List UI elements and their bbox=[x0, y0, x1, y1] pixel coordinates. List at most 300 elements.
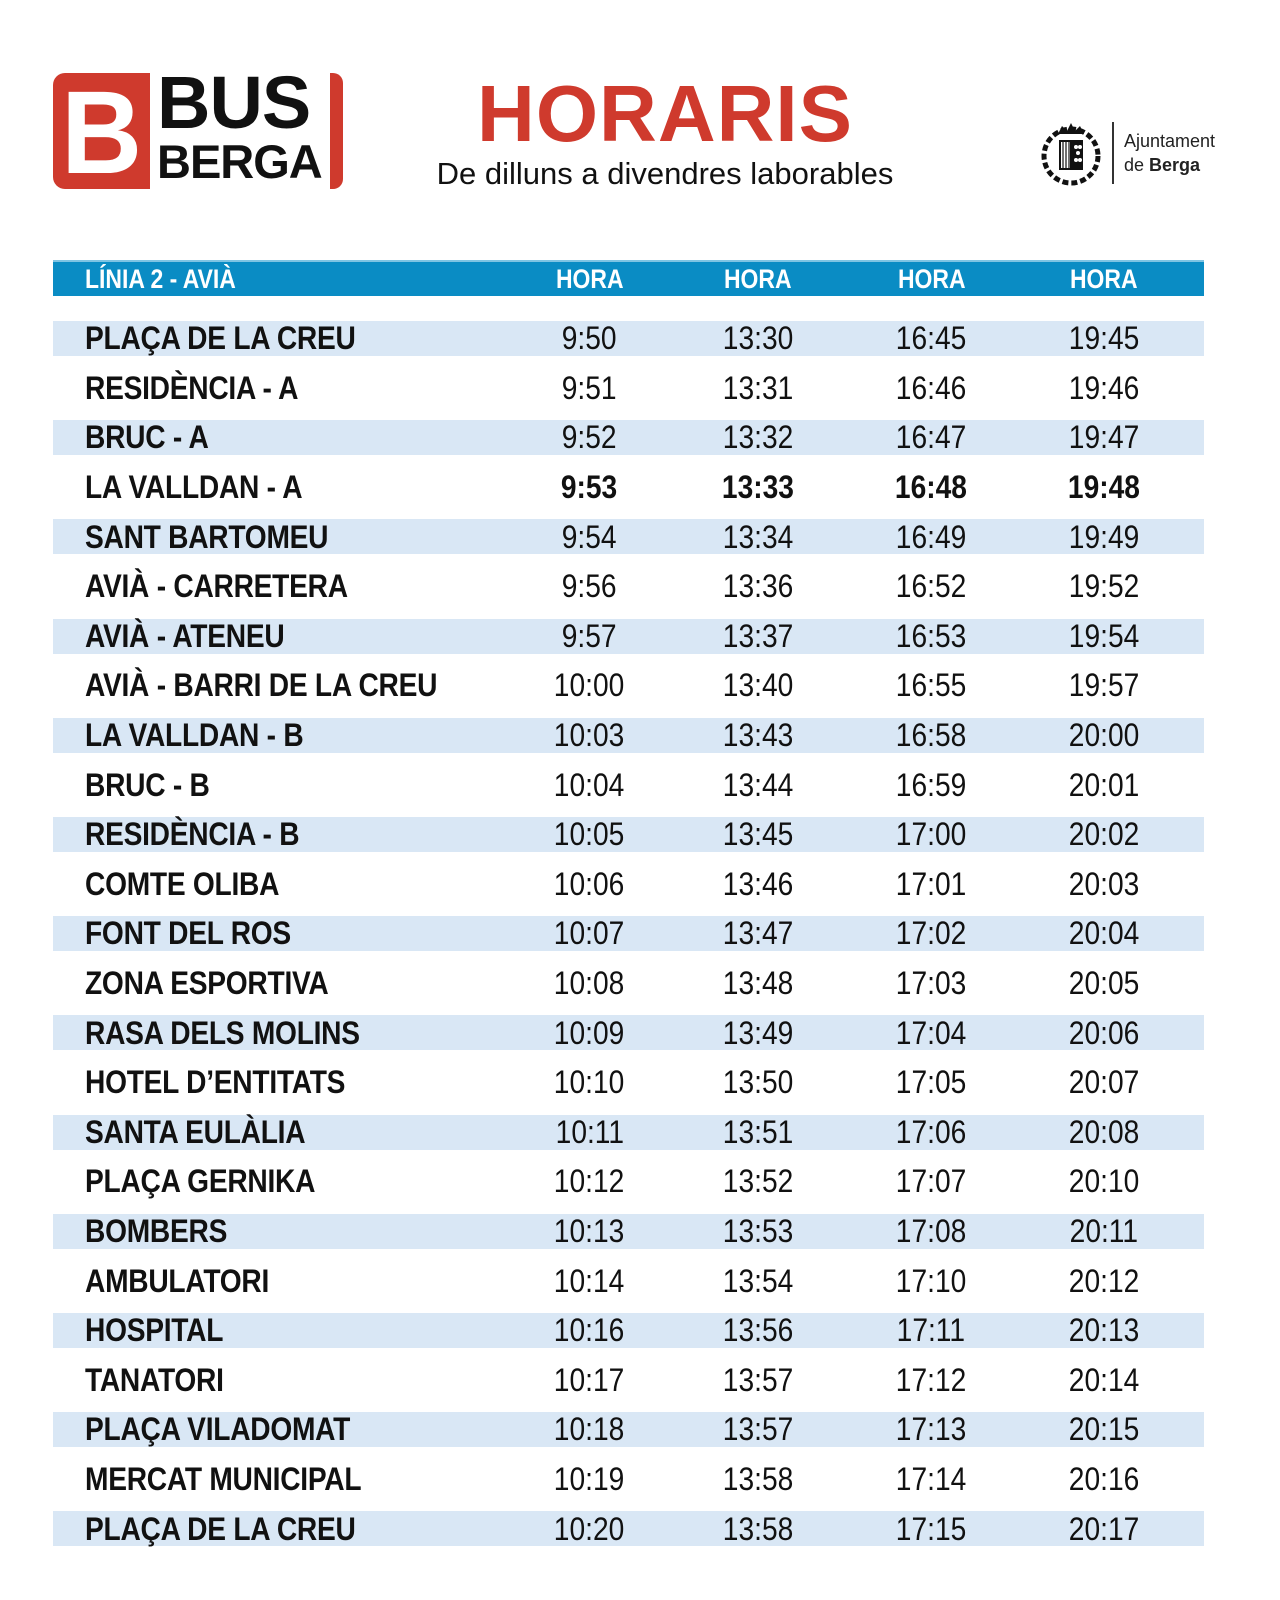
logo-accent-bar bbox=[330, 73, 343, 189]
stop-name-text: HOTEL D’ENTITATS bbox=[85, 1064, 346, 1101]
stop-name-text: LA VALLDAN - A bbox=[85, 469, 303, 506]
stop-name bbox=[53, 1362, 521, 1399]
departure-time-text: 20:13 bbox=[1068, 1312, 1140, 1349]
logo-text bbox=[157, 61, 322, 188]
stop-name-text: PLAÇA DE LA CREU bbox=[85, 320, 356, 357]
stop-name bbox=[53, 965, 521, 1002]
departure-time-text: 17:15 bbox=[896, 1510, 967, 1547]
departure-time-text: 13:50 bbox=[722, 1064, 794, 1101]
departure-time-text: 19:49 bbox=[1068, 518, 1140, 555]
departure-time bbox=[858, 1213, 1004, 1250]
stop-name-text: SANT BARTOMEU bbox=[85, 518, 329, 555]
departure-time-text: 20:11 bbox=[1069, 1212, 1139, 1249]
logo-b-mark bbox=[53, 67, 150, 199]
stop-name bbox=[53, 1461, 521, 1498]
departure-time bbox=[521, 370, 657, 407]
stop-name-text: PLAÇA GERNIKA bbox=[85, 1163, 316, 1200]
stop-name-text: COMTE OLIBA bbox=[85, 865, 280, 902]
table-row bbox=[53, 562, 1204, 612]
departure-time bbox=[1004, 519, 1204, 556]
departure-time bbox=[658, 519, 859, 556]
departure-time-text: 13:33 bbox=[721, 469, 794, 506]
stop-name bbox=[53, 469, 521, 506]
departure-time bbox=[858, 667, 1004, 704]
departure-time-text: 16:53 bbox=[896, 617, 967, 654]
departure-time bbox=[521, 519, 657, 556]
departure-time bbox=[1004, 1362, 1204, 1399]
stop-name-text: ZONA ESPORTIVA bbox=[85, 965, 329, 1002]
departure-time-text: 17:02 bbox=[896, 915, 967, 952]
departure-time bbox=[521, 1511, 657, 1548]
departure-time bbox=[521, 320, 657, 357]
departure-time bbox=[658, 965, 859, 1002]
header-hora-label: HORA bbox=[1070, 263, 1138, 294]
table-row bbox=[53, 1207, 1204, 1257]
departure-time bbox=[858, 419, 1004, 456]
departure-time bbox=[858, 370, 1004, 407]
table-row bbox=[53, 1405, 1204, 1455]
departure-time-text: 20:15 bbox=[1068, 1411, 1140, 1448]
departure-time bbox=[858, 1064, 1004, 1101]
departure-time bbox=[658, 816, 859, 853]
departure-time bbox=[1004, 1511, 1204, 1548]
departure-time bbox=[1004, 1114, 1204, 1151]
table-body bbox=[53, 314, 1204, 1554]
departure-time bbox=[658, 1064, 859, 1101]
departure-time bbox=[658, 1163, 859, 1200]
departure-time-text: 10:17 bbox=[554, 1361, 625, 1398]
departure-time-text: 9:54 bbox=[562, 518, 617, 555]
departure-time bbox=[1004, 1411, 1204, 1448]
departure-time bbox=[1004, 469, 1204, 506]
departure-time-text: 20:05 bbox=[1068, 965, 1140, 1002]
page-subtitle: De dilluns a divendres laborables bbox=[436, 156, 894, 191]
page-title: HORARIS bbox=[477, 69, 853, 158]
departure-time-text: 9:53 bbox=[561, 469, 618, 506]
stop-name bbox=[53, 320, 521, 357]
table-row bbox=[53, 1306, 1204, 1356]
departure-time-text: 10:16 bbox=[554, 1312, 625, 1349]
departure-time bbox=[1004, 717, 1204, 754]
departure-time-text: 10:10 bbox=[554, 1064, 625, 1101]
departure-time-text: 16:46 bbox=[896, 369, 967, 406]
departure-time bbox=[658, 469, 859, 506]
departure-time-text: 10:19 bbox=[554, 1460, 625, 1497]
stop-name-text: PLAÇA DE LA CREU bbox=[85, 1510, 356, 1547]
departure-time-text: 9:52 bbox=[562, 419, 617, 456]
departure-time-text: 19:54 bbox=[1068, 617, 1140, 654]
departure-time bbox=[1004, 419, 1204, 456]
departure-time bbox=[858, 568, 1004, 605]
departure-time-text: 17:01 bbox=[896, 865, 967, 902]
stop-name bbox=[53, 1114, 521, 1151]
table-row bbox=[53, 661, 1204, 711]
departure-time-text: 13:53 bbox=[722, 1212, 794, 1249]
departure-time-text: 13:51 bbox=[722, 1113, 794, 1150]
council-name bbox=[1124, 129, 1215, 177]
departure-time bbox=[858, 1114, 1004, 1151]
departure-time-text: 20:16 bbox=[1068, 1460, 1140, 1497]
council-line2 bbox=[1124, 153, 1215, 177]
departure-time-text: 20:03 bbox=[1068, 865, 1140, 902]
coat-of-arms-icon bbox=[1040, 120, 1102, 186]
departure-time bbox=[1004, 1213, 1204, 1250]
departure-time bbox=[521, 1163, 657, 1200]
departure-time bbox=[858, 320, 1004, 357]
table-row bbox=[53, 1008, 1204, 1058]
departure-time bbox=[658, 1213, 859, 1250]
departure-time-text: 16:52 bbox=[896, 568, 967, 605]
stop-name-text: AVIÀ - ATENEU bbox=[85, 617, 285, 654]
departure-time-text: 13:44 bbox=[722, 766, 794, 803]
departure-time-text: 10:05 bbox=[554, 816, 625, 853]
departure-time bbox=[521, 965, 657, 1002]
departure-time-text: 10:03 bbox=[554, 717, 625, 754]
departure-time-text: 9:56 bbox=[562, 568, 617, 605]
departure-time-text: 10:04 bbox=[554, 766, 625, 803]
departure-time bbox=[658, 419, 859, 456]
departure-time bbox=[1004, 667, 1204, 704]
departure-time-text: 20:02 bbox=[1068, 816, 1140, 853]
departure-time bbox=[858, 1511, 1004, 1548]
departure-time-text: 10:20 bbox=[554, 1510, 625, 1547]
departure-time bbox=[658, 866, 859, 903]
departure-time bbox=[658, 1511, 859, 1548]
table-row bbox=[53, 711, 1204, 761]
departure-time bbox=[658, 915, 859, 952]
departure-time bbox=[1004, 1015, 1204, 1052]
council-divider bbox=[1112, 122, 1114, 184]
departure-time bbox=[658, 1114, 859, 1151]
departure-time-text: 13:58 bbox=[722, 1460, 794, 1497]
departure-time bbox=[521, 1312, 657, 1349]
departure-time bbox=[658, 618, 859, 655]
departure-time bbox=[521, 568, 657, 605]
departure-time-text: 13:36 bbox=[722, 568, 794, 605]
departure-time-text: 17:08 bbox=[896, 1212, 967, 1249]
departure-time bbox=[858, 1461, 1004, 1498]
departure-time-text: 10:12 bbox=[554, 1163, 625, 1200]
header-line-label: LÍNIA 2 - AVIÀ bbox=[85, 263, 236, 294]
departure-time-text: 10:08 bbox=[554, 965, 625, 1002]
departure-time bbox=[1004, 915, 1204, 952]
departure-time bbox=[1004, 965, 1204, 1002]
stop-name-text: RESIDÈNCIA - A bbox=[85, 369, 299, 406]
stop-name bbox=[53, 717, 521, 754]
departure-time bbox=[658, 1015, 859, 1052]
departure-time-text: 17:03 bbox=[896, 965, 967, 1002]
table-header bbox=[53, 260, 1204, 296]
departure-time bbox=[658, 767, 859, 804]
stop-name-text: SANTA EULÀLIA bbox=[85, 1113, 306, 1150]
stop-name bbox=[53, 1511, 521, 1548]
departure-time-text: 13:32 bbox=[722, 419, 794, 456]
table-row bbox=[53, 810, 1204, 860]
table-row bbox=[53, 1455, 1204, 1505]
stop-name-text: BRUC - A bbox=[85, 419, 209, 456]
council-line2-prefix: de bbox=[1124, 155, 1150, 175]
departure-time bbox=[658, 568, 859, 605]
stop-name bbox=[53, 1411, 521, 1448]
departure-time-text: 9:51 bbox=[562, 369, 617, 406]
departure-time-text: 16:49 bbox=[896, 518, 967, 555]
departure-time bbox=[521, 1411, 657, 1448]
table-row bbox=[53, 463, 1204, 513]
departure-time bbox=[858, 519, 1004, 556]
departure-time-text: 17:04 bbox=[896, 1014, 967, 1051]
departure-time-text: 20:12 bbox=[1068, 1262, 1140, 1299]
departure-time bbox=[858, 1163, 1004, 1200]
departure-time-text: 19:45 bbox=[1068, 320, 1140, 357]
logo-bus: BUS bbox=[157, 61, 311, 144]
stop-name-text: FONT DEL ROS bbox=[85, 915, 291, 952]
stop-name bbox=[53, 866, 521, 903]
table-row bbox=[53, 512, 1204, 562]
stop-name bbox=[53, 519, 521, 556]
header-hora-label: HORA bbox=[555, 263, 624, 294]
departure-time-text: 13:58 bbox=[722, 1510, 794, 1547]
logo-mark-letter: B bbox=[61, 67, 142, 199]
header-hora-4 bbox=[1004, 264, 1204, 295]
departure-time bbox=[658, 1362, 859, 1399]
departure-time bbox=[521, 469, 657, 506]
stop-name bbox=[53, 915, 521, 952]
departure-time bbox=[1004, 866, 1204, 903]
departure-time-text: 16:59 bbox=[896, 766, 967, 803]
departure-time-text: 17:13 bbox=[896, 1411, 967, 1448]
departure-time-text: 17:11 bbox=[897, 1312, 966, 1349]
departure-time bbox=[658, 667, 859, 704]
stop-name-text: TANATORI bbox=[85, 1361, 224, 1398]
stop-name bbox=[53, 1213, 521, 1250]
departure-time-text: 13:57 bbox=[722, 1411, 794, 1448]
table-row bbox=[53, 1058, 1204, 1108]
departure-time-text: 20:10 bbox=[1068, 1163, 1140, 1200]
departure-time-text: 19:46 bbox=[1068, 369, 1140, 406]
stop-name bbox=[53, 1015, 521, 1052]
stop-name-text: AMBULATORI bbox=[85, 1262, 270, 1299]
departure-time bbox=[858, 965, 1004, 1002]
stop-name-text: BRUC - B bbox=[85, 766, 210, 803]
schedule-table bbox=[53, 260, 1204, 1554]
departure-time-text: 13:48 bbox=[722, 965, 794, 1002]
departure-time bbox=[1004, 767, 1204, 804]
departure-time-text: 13:30 bbox=[722, 320, 794, 357]
departure-time-text: 13:37 bbox=[722, 617, 794, 654]
stop-name bbox=[53, 1163, 521, 1200]
departure-time bbox=[521, 419, 657, 456]
departure-time-text: 13:56 bbox=[722, 1312, 794, 1349]
stop-name bbox=[53, 568, 521, 605]
departure-time-text: 20:07 bbox=[1068, 1064, 1140, 1101]
table-row bbox=[53, 314, 1204, 364]
departure-time bbox=[521, 767, 657, 804]
departure-time-text: 16:55 bbox=[896, 667, 967, 704]
stop-name bbox=[53, 618, 521, 655]
departure-time-text: 9:57 bbox=[562, 617, 617, 654]
departure-time-text: 17:14 bbox=[896, 1460, 967, 1497]
departure-time-text: 20:04 bbox=[1068, 915, 1140, 952]
header-hora-label: HORA bbox=[897, 263, 966, 294]
departure-time bbox=[858, 767, 1004, 804]
departure-time bbox=[521, 1015, 657, 1052]
departure-time bbox=[858, 618, 1004, 655]
stop-name-text: RASA DELS MOLINS bbox=[85, 1014, 360, 1051]
stop-name-text: HOSPITAL bbox=[85, 1312, 224, 1349]
departure-time bbox=[1004, 320, 1204, 357]
departure-time bbox=[521, 816, 657, 853]
stop-name-text: RESIDÈNCIA - B bbox=[85, 816, 300, 853]
table-row bbox=[53, 1355, 1204, 1405]
departure-time bbox=[1004, 618, 1204, 655]
departure-time-text: 10:06 bbox=[554, 865, 625, 902]
departure-time-text: 10:14 bbox=[554, 1262, 625, 1299]
departure-time bbox=[521, 1213, 657, 1250]
departure-time-text: 13:43 bbox=[722, 717, 794, 754]
stop-name bbox=[53, 767, 521, 804]
departure-time bbox=[858, 816, 1004, 853]
departure-time-text: 13:40 bbox=[722, 667, 794, 704]
header-hora-3 bbox=[858, 264, 1004, 295]
departure-time-text: 13:52 bbox=[722, 1163, 794, 1200]
departure-time bbox=[858, 717, 1004, 754]
departure-time-text: 16:58 bbox=[896, 717, 967, 754]
table-row bbox=[53, 1108, 1204, 1158]
departure-time-text: 19:47 bbox=[1068, 419, 1140, 456]
table-row bbox=[53, 959, 1204, 1009]
departure-time bbox=[858, 866, 1004, 903]
council-line2-bold: Berga bbox=[1149, 155, 1201, 175]
departure-time-text: 13:46 bbox=[722, 865, 794, 902]
stop-name bbox=[53, 667, 521, 704]
departure-time bbox=[521, 1461, 657, 1498]
departure-time-text: 16:45 bbox=[896, 320, 967, 357]
departure-time-text: 16:47 bbox=[896, 419, 967, 456]
departure-time-text: 13:47 bbox=[722, 915, 794, 952]
header-hora-1 bbox=[521, 264, 657, 295]
departure-time bbox=[521, 717, 657, 754]
departure-time-text: 19:48 bbox=[1068, 469, 1141, 506]
departure-time-text: 17:06 bbox=[896, 1113, 967, 1150]
departure-time-text: 17:10 bbox=[896, 1262, 967, 1299]
departure-time-text: 20:00 bbox=[1068, 717, 1140, 754]
table-row bbox=[53, 1256, 1204, 1306]
departure-time bbox=[1004, 1064, 1204, 1101]
departure-time bbox=[658, 1263, 859, 1300]
departure-time-text: 16:48 bbox=[895, 469, 968, 506]
departure-time bbox=[658, 320, 859, 357]
departure-time-text: 13:49 bbox=[722, 1014, 794, 1051]
stop-name-text: PLAÇA VILADOMAT bbox=[85, 1411, 351, 1448]
departure-time bbox=[658, 717, 859, 754]
departure-time-text: 20:01 bbox=[1068, 766, 1140, 803]
departure-time-text: 10:13 bbox=[554, 1212, 625, 1249]
departure-time-text: 17:07 bbox=[896, 1163, 967, 1200]
departure-time bbox=[858, 915, 1004, 952]
departure-time-text: 17:12 bbox=[896, 1361, 967, 1398]
departure-time bbox=[658, 1461, 859, 1498]
departure-time bbox=[521, 1114, 657, 1151]
title-block bbox=[395, 69, 935, 192]
stop-name-text: BOMBERS bbox=[85, 1212, 228, 1249]
departure-time bbox=[521, 1263, 657, 1300]
departure-time-text: 9:50 bbox=[562, 320, 617, 357]
council-line1: Ajuntament bbox=[1124, 131, 1216, 151]
departure-time-text: 19:57 bbox=[1068, 667, 1140, 704]
departure-time bbox=[1004, 370, 1204, 407]
departure-time-text: 17:05 bbox=[896, 1064, 967, 1101]
departure-time-text: 13:45 bbox=[722, 816, 794, 853]
table-row bbox=[53, 860, 1204, 910]
table-row bbox=[53, 760, 1204, 810]
departure-time bbox=[858, 1263, 1004, 1300]
departure-time bbox=[521, 667, 657, 704]
departure-time bbox=[658, 1411, 859, 1448]
departure-time bbox=[858, 1015, 1004, 1052]
departure-time bbox=[1004, 1163, 1204, 1200]
departure-time-text: 20:08 bbox=[1068, 1113, 1140, 1150]
departure-time-text: 20:06 bbox=[1068, 1014, 1140, 1051]
departure-time bbox=[658, 370, 859, 407]
departure-time-text: 13:34 bbox=[722, 518, 794, 555]
table-row bbox=[53, 1504, 1204, 1554]
departure-time-text: 10:11 bbox=[555, 1113, 624, 1150]
departure-time-text: 13:31 bbox=[722, 369, 794, 406]
departure-time bbox=[1004, 568, 1204, 605]
bus-berga-logo bbox=[53, 61, 343, 199]
departure-time bbox=[521, 1362, 657, 1399]
table-row bbox=[53, 364, 1204, 414]
departure-time-text: 20:17 bbox=[1068, 1510, 1140, 1547]
stop-name bbox=[53, 1263, 521, 1300]
departure-time bbox=[521, 915, 657, 952]
departure-time bbox=[858, 1411, 1004, 1448]
departure-time bbox=[1004, 1312, 1204, 1349]
departure-time bbox=[858, 1362, 1004, 1399]
stop-name bbox=[53, 370, 521, 407]
departure-time-text: 17:00 bbox=[896, 816, 967, 853]
stop-name bbox=[53, 1064, 521, 1101]
departure-time bbox=[521, 618, 657, 655]
table-row bbox=[53, 612, 1204, 662]
council-logo bbox=[1040, 120, 1215, 186]
stop-name-text: MERCAT MUNICIPAL bbox=[85, 1460, 362, 1497]
stop-name bbox=[53, 419, 521, 456]
stop-name bbox=[53, 816, 521, 853]
header-hora-label: HORA bbox=[724, 263, 792, 294]
departure-time bbox=[521, 866, 657, 903]
departure-time bbox=[1004, 816, 1204, 853]
departure-time bbox=[858, 469, 1004, 506]
departure-time bbox=[521, 1064, 657, 1101]
departure-time-text: 20:14 bbox=[1068, 1361, 1140, 1398]
departure-time bbox=[858, 1312, 1004, 1349]
departure-time-text: 10:09 bbox=[554, 1014, 625, 1051]
stop-name bbox=[53, 1312, 521, 1349]
departure-time bbox=[1004, 1263, 1204, 1300]
stop-name-text: AVIÀ - CARRETERA bbox=[85, 568, 348, 605]
stop-name-text: LA VALLDAN - B bbox=[85, 717, 304, 754]
departure-time bbox=[658, 1312, 859, 1349]
departure-time bbox=[1004, 1461, 1204, 1498]
departure-time-text: 10:00 bbox=[554, 667, 625, 704]
departure-time-text: 10:07 bbox=[554, 915, 625, 952]
header-hora-2 bbox=[658, 264, 859, 295]
stop-name-text: AVIÀ - BARRI DE LA CREU bbox=[85, 667, 438, 704]
departure-time-text: 10:18 bbox=[554, 1411, 625, 1448]
table-row bbox=[53, 1157, 1204, 1207]
header-line-name bbox=[53, 264, 521, 295]
